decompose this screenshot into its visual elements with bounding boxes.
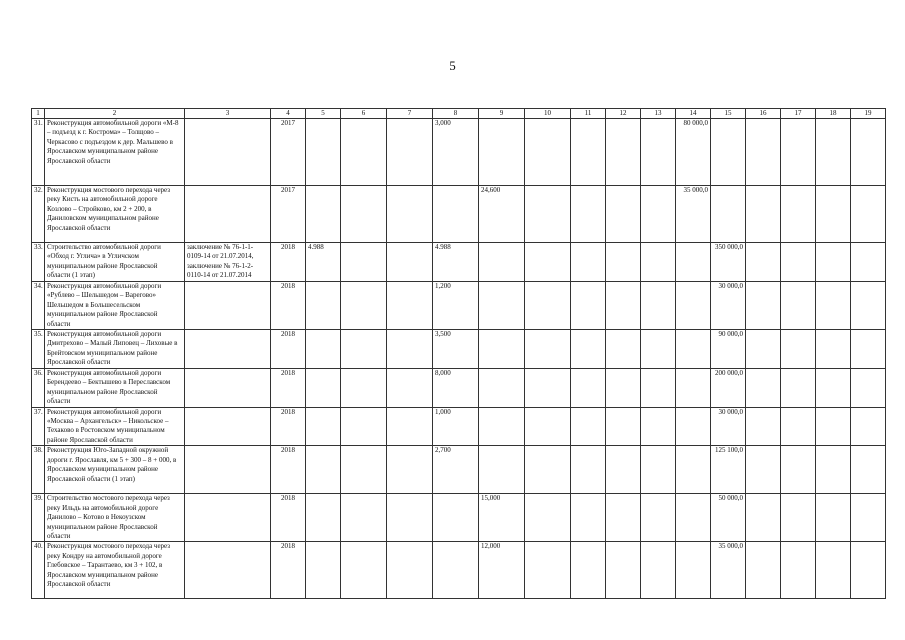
cell-name: Реконструкция мостового перехода через реку Кондру на автомобильной дороге Глебовское – Тарантаево, км 3 + 102, в Ярославском муниципальном районе Ярославской области <box>45 542 185 599</box>
cell-empty <box>341 494 387 542</box>
cell-empty <box>387 494 433 542</box>
cell-empty <box>641 446 676 494</box>
cell-c5 <box>306 446 341 494</box>
cell-c9: 24,600 <box>479 186 525 243</box>
cell-c14 <box>676 446 711 494</box>
cell-empty <box>851 243 886 282</box>
cell-empty <box>341 282 387 330</box>
cell-empty <box>816 282 851 330</box>
cell-c14 <box>676 542 711 599</box>
cell-empty <box>571 542 606 599</box>
cell-empty <box>746 282 781 330</box>
cell-empty <box>781 494 816 542</box>
cell-empty <box>525 282 571 330</box>
cell-empty <box>571 446 606 494</box>
cell-empty <box>816 330 851 369</box>
cell-empty <box>606 446 641 494</box>
cell-c5 <box>306 282 341 330</box>
cell-empty <box>816 407 851 446</box>
cell-c8: 3,500 <box>433 330 479 369</box>
cell-empty <box>746 369 781 408</box>
cell-c14 <box>676 494 711 542</box>
cell-c5 <box>306 330 341 369</box>
cell-year: 2017 <box>271 186 306 243</box>
cell-num: 32. <box>32 186 45 243</box>
cell-empty <box>781 407 816 446</box>
table-row <box>32 494 886 542</box>
column-header-5: 5 <box>306 109 341 119</box>
cell-empty <box>341 446 387 494</box>
cell-name: Реконструкция мостового перехода через реку Кисть на автомобильной дороге Козлово – Стройково, км 2 + 200, в Даниловском муниципальном районе Ярославской области <box>45 186 185 243</box>
cell-empty <box>851 494 886 542</box>
cell-empty <box>641 542 676 599</box>
cell-empty <box>387 186 433 243</box>
cell-empty <box>341 119 387 186</box>
cell-c14 <box>676 282 711 330</box>
cell-empty <box>746 446 781 494</box>
cell-empty <box>781 369 816 408</box>
cell-c5 <box>306 407 341 446</box>
cell-num: 34. <box>32 282 45 330</box>
cell-empty <box>746 243 781 282</box>
cell-empty <box>606 407 641 446</box>
cell-c14: 80 000,0 <box>676 119 711 186</box>
cell-year: 2018 <box>271 446 306 494</box>
cell-empty <box>341 330 387 369</box>
column-header-3: 3 <box>185 109 271 119</box>
cell-c9 <box>479 282 525 330</box>
column-header-7: 7 <box>387 109 433 119</box>
cell-c5 <box>306 369 341 408</box>
cell-empty <box>781 282 816 330</box>
table-row <box>32 369 886 408</box>
cell-empty <box>746 494 781 542</box>
cell-name: Реконструкция автомобильной дороги «Москва – Архангельск» – Никольское – Техаково в Ростовском муниципальном районе Ярославской области <box>45 407 185 446</box>
header-row <box>32 109 886 119</box>
cell-num: 33. <box>32 243 45 282</box>
cell-empty <box>525 330 571 369</box>
cell-empty <box>525 494 571 542</box>
cell-num: 38. <box>32 446 45 494</box>
column-header-19: 19 <box>851 109 886 119</box>
data-table <box>31 108 886 599</box>
cell-empty <box>746 407 781 446</box>
cell-c5 <box>306 119 341 186</box>
cell-empty <box>571 119 606 186</box>
cell-empty <box>781 243 816 282</box>
cell-empty <box>641 494 676 542</box>
cell-c15: 50 000,0 <box>711 494 746 542</box>
cell-year: 2017 <box>271 119 306 186</box>
column-header-17: 17 <box>781 109 816 119</box>
cell-doc: заключение № 76-1-1-0109-14 от 21.07.2014, заключение № 76-1-2-0110-14 от 21.07.2014 <box>185 243 271 282</box>
cell-year: 2018 <box>271 369 306 408</box>
cell-doc <box>185 542 271 599</box>
cell-c8 <box>433 542 479 599</box>
cell-empty <box>525 186 571 243</box>
column-header-10: 10 <box>525 109 571 119</box>
cell-c9 <box>479 119 525 186</box>
cell-c9: 15,000 <box>479 494 525 542</box>
table-row <box>32 446 886 494</box>
column-header-15: 15 <box>711 109 746 119</box>
cell-c14 <box>676 243 711 282</box>
cell-empty <box>606 494 641 542</box>
cell-doc <box>185 119 271 186</box>
cell-c9 <box>479 243 525 282</box>
cell-c15: 35 000,0 <box>711 542 746 599</box>
column-header-6: 6 <box>341 109 387 119</box>
cell-c14 <box>676 330 711 369</box>
cell-num: 36. <box>32 369 45 408</box>
cell-empty <box>571 282 606 330</box>
cell-empty <box>851 330 886 369</box>
cell-empty <box>525 446 571 494</box>
cell-num: 40. <box>32 542 45 599</box>
cell-empty <box>571 243 606 282</box>
cell-c14 <box>676 407 711 446</box>
column-header-4: 4 <box>271 109 306 119</box>
cell-empty <box>641 282 676 330</box>
cell-empty <box>816 542 851 599</box>
cell-year: 2018 <box>271 542 306 599</box>
table-row <box>32 119 886 186</box>
cell-c14: 35 000,0 <box>676 186 711 243</box>
cell-c15: 90 000,0 <box>711 330 746 369</box>
cell-c9 <box>479 407 525 446</box>
cell-c15: 30 000,0 <box>711 407 746 446</box>
table-row <box>32 243 886 282</box>
cell-c9: 12,000 <box>479 542 525 599</box>
cell-empty <box>525 407 571 446</box>
cell-empty <box>816 186 851 243</box>
cell-empty <box>851 407 886 446</box>
cell-c8: 3,000 <box>433 119 479 186</box>
cell-name: Реконструкция автомобильной дороги «Рублево – Шельшедом – Варегово» Шельшедом в Большесельском муниципальном районе Ярославской области <box>45 282 185 330</box>
cell-num: 37. <box>32 407 45 446</box>
table-row <box>32 282 886 330</box>
cell-empty <box>851 186 886 243</box>
cell-doc <box>185 330 271 369</box>
cell-empty <box>606 282 641 330</box>
cell-empty <box>641 407 676 446</box>
cell-c8: 1,200 <box>433 282 479 330</box>
cell-name: Реконструкция Юго-Западной окружной дороги г. Ярославля, км 5 + 300 – 8 + 000, в Ярославском муниципальном районе Ярославской области (1 этап) <box>45 446 185 494</box>
cell-c15: 350 000,0 <box>711 243 746 282</box>
column-header-16: 16 <box>746 109 781 119</box>
cell-c5 <box>306 542 341 599</box>
cell-empty <box>641 119 676 186</box>
cell-empty <box>816 119 851 186</box>
cell-c9 <box>479 330 525 369</box>
cell-empty <box>387 446 433 494</box>
page-number: 5 <box>449 58 456 73</box>
cell-empty <box>781 186 816 243</box>
cell-empty <box>606 330 641 369</box>
cell-empty <box>851 282 886 330</box>
cell-empty <box>746 119 781 186</box>
cell-empty <box>781 119 816 186</box>
cell-empty <box>816 243 851 282</box>
cell-empty <box>746 330 781 369</box>
cell-name: Строительство мостового перехода через реку Ильдь на автомобильной дороге Данилово – Котово в Некоузском муниципальном районе Ярославской области <box>45 494 185 542</box>
column-header-8: 8 <box>433 109 479 119</box>
column-header-1: 1 <box>32 109 45 119</box>
cell-doc <box>185 282 271 330</box>
cell-c15: 30 000,0 <box>711 282 746 330</box>
cell-c15: 125 100,0 <box>711 446 746 494</box>
cell-empty <box>851 446 886 494</box>
column-header-13: 13 <box>641 109 676 119</box>
cell-doc <box>185 369 271 408</box>
column-header-14: 14 <box>676 109 711 119</box>
cell-empty <box>571 369 606 408</box>
cell-c8 <box>433 494 479 542</box>
cell-empty <box>525 243 571 282</box>
cell-empty <box>341 407 387 446</box>
cell-num: 31. <box>32 119 45 186</box>
cell-empty <box>571 407 606 446</box>
cell-c15 <box>711 186 746 243</box>
cell-c15: 200 000,0 <box>711 369 746 408</box>
cell-c5 <box>306 494 341 542</box>
cell-c8: 2,700 <box>433 446 479 494</box>
cell-c9 <box>479 446 525 494</box>
cell-empty <box>851 369 886 408</box>
cell-empty <box>816 494 851 542</box>
cell-num: 35. <box>32 330 45 369</box>
cell-year: 2018 <box>271 282 306 330</box>
cell-doc <box>185 186 271 243</box>
column-header-11: 11 <box>571 109 606 119</box>
cell-empty <box>387 282 433 330</box>
cell-num: 39. <box>32 494 45 542</box>
cell-year: 2018 <box>271 243 306 282</box>
cell-empty <box>571 330 606 369</box>
cell-year: 2018 <box>271 494 306 542</box>
cell-empty <box>525 119 571 186</box>
cell-empty <box>606 542 641 599</box>
cell-doc <box>185 446 271 494</box>
cell-empty <box>387 407 433 446</box>
cell-c14 <box>676 369 711 408</box>
cell-empty <box>641 369 676 408</box>
cell-empty <box>781 542 816 599</box>
cell-empty <box>387 542 433 599</box>
cell-year: 2018 <box>271 407 306 446</box>
column-header-9: 9 <box>479 109 525 119</box>
table-row <box>32 407 886 446</box>
cell-empty <box>387 243 433 282</box>
cell-empty <box>746 542 781 599</box>
cell-empty <box>781 446 816 494</box>
cell-empty <box>571 494 606 542</box>
cell-empty <box>525 542 571 599</box>
cell-empty <box>606 119 641 186</box>
cell-empty <box>341 542 387 599</box>
cell-empty <box>781 330 816 369</box>
cell-c8 <box>433 186 479 243</box>
cell-empty <box>387 369 433 408</box>
cell-name: Реконструкция автомобильной дороги Дмитрехово – Малый Липовец – Лиховые в Брейтовском муниципальном районе Ярославской области <box>45 330 185 369</box>
cell-empty <box>641 186 676 243</box>
cell-empty <box>341 186 387 243</box>
table-body <box>32 119 886 599</box>
table-row <box>32 186 886 243</box>
cell-empty <box>387 330 433 369</box>
cell-c8: 1,000 <box>433 407 479 446</box>
cell-name: Реконструкция автомобильной дороги «М-8 – подъезд к г. Кострома» – Толщово – Черкасово с подъездом к дер. Мальшево в Ярославском муниципальном районе Ярославской области <box>45 119 185 186</box>
cell-year: 2018 <box>271 330 306 369</box>
cell-empty <box>606 243 641 282</box>
cell-c9 <box>479 369 525 408</box>
cell-empty <box>851 542 886 599</box>
cell-empty <box>341 369 387 408</box>
column-header-12: 12 <box>606 109 641 119</box>
cell-c5 <box>306 186 341 243</box>
cell-empty <box>851 119 886 186</box>
cell-c15 <box>711 119 746 186</box>
cell-c5: 4.988 <box>306 243 341 282</box>
cell-empty <box>606 369 641 408</box>
cell-empty <box>816 369 851 408</box>
cell-empty <box>525 369 571 408</box>
cell-c8: 8,000 <box>433 369 479 408</box>
cell-c8: 4.988 <box>433 243 479 282</box>
column-header-18: 18 <box>816 109 851 119</box>
column-header-2: 2 <box>45 109 185 119</box>
cell-empty <box>571 186 606 243</box>
table-row <box>32 542 886 599</box>
cell-empty <box>606 186 641 243</box>
cell-empty <box>641 243 676 282</box>
cell-doc <box>185 407 271 446</box>
cell-empty <box>387 119 433 186</box>
cell-empty <box>341 243 387 282</box>
cell-doc <box>185 494 271 542</box>
cell-name: Реконструкция автомобильной дороги Берендеево – Бектышево в Переславском муниципальном районе Ярославской области <box>45 369 185 408</box>
cell-empty <box>816 446 851 494</box>
table-row <box>32 330 886 369</box>
cell-empty <box>746 186 781 243</box>
cell-empty <box>641 330 676 369</box>
cell-name: Строительство автомобильной дороги «Обход г. Углича» в Угличском муниципальном районе Ярославской области (1 этап) <box>45 243 185 282</box>
